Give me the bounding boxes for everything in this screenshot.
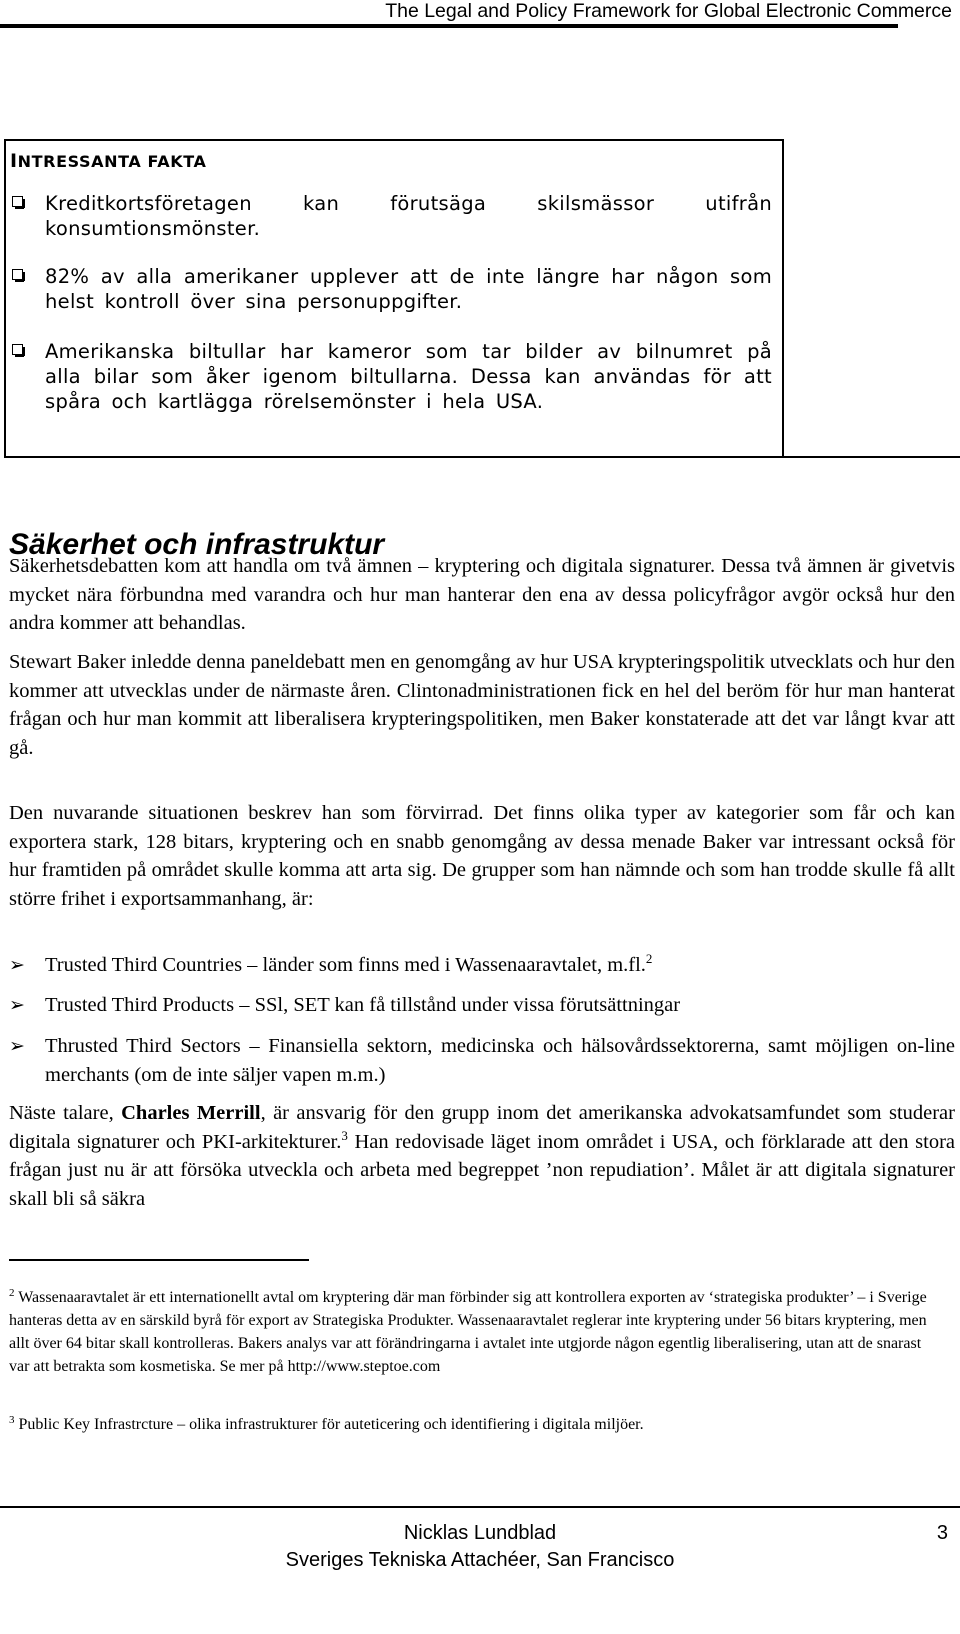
facts-box-title	[10, 150, 206, 172]
facts-box-bottom-rule	[4, 456, 960, 458]
list-item	[9, 1032, 955, 1089]
list-item-text	[45, 951, 955, 980]
footnote-text: Wassenaaravtalet är ett internationellt avtal om kryptering där man förbinder sig att kontrollera exporten av ‘strategiska produkter’ – i Sverige hanteras detta av en särskild byrå för export av Strategiska Produkter. Wassenaaravtalet reglerar inte kryptering under 56 bitars kryptering, men allt över 64 bitar skall kontrolleras. Bakers analys var att förändringarna i avtalet inte utgjorde någon egentlig liberalisering, utan att de snarast var att betrakta som kosmetiska. Se mer på http://www.steptoe.com	[9, 1289, 927, 1375]
footer-author: Nicklas Lundblad	[403, 1522, 557, 1544]
footnote	[9, 1413, 929, 1436]
arrow-bullet-icon: ➢	[9, 994, 25, 1016]
footer-rule	[0, 1506, 960, 1508]
fact-item	[12, 264, 772, 314]
body-paragraph: Stewart Baker inledde denna paneldebatt men en genomgång av hur USA krypteringspolitik utvecklats och hur den kommer att utvecklas under de närmaste åren. Clintonadministrationen fick en hel del beröm för hur man hanterat frågan och hur man kommit att liberalisera krypteringspolitiken, men Baker konstaterade att det var långt kvar att gå.	[9, 651, 955, 759]
arrow-bullet-icon: ➢	[9, 954, 25, 976]
arrow-bullet-icon: ➢	[9, 1035, 25, 1057]
closing-text-middle: , är ansvarig för den grupp inom det amerikanska advokatsamfundet som studerar digitala signaturer och PKI-arkitekturer.	[9, 1102, 955, 1153]
header-rule	[0, 24, 898, 28]
list-item	[9, 951, 955, 980]
fact-item	[12, 339, 772, 414]
fact-item	[12, 191, 772, 241]
footnote-ref[interactable]: 3	[341, 1127, 348, 1143]
footnote-marker: 2	[9, 1287, 15, 1299]
list-item-text: Trusted Third Products – SSl, SET kan få tillstånd under vissa förutsättningar	[45, 994, 681, 1016]
footnote-text: Public Key Infrastrcture – olika infrastrukturer för auteticering och identifiering i digitala miljöer.	[18, 1416, 644, 1433]
speaker-name: Charles Merrill	[121, 1102, 261, 1124]
checkbox-icon	[12, 196, 23, 207]
footer-affiliation: Sveriges Tekniska Attachéer, San Francisco	[285, 1549, 675, 1571]
body-paragraph-closing	[9, 1099, 955, 1213]
footnote	[9, 1286, 929, 1378]
body-paragraph: Den nuvarande situationen beskrev han som förvirrad. Det finns olika typer av kategorier som får och kan exportera stark, 128 bitars, kryptering och en snabb genomgång av dessa menade Baker var intressant också för hur framtiden på området skulle komma att arta sig. De grupper som han nämnde och som han trodde skulle få allt större frihet i exportsammanhang, är:	[9, 802, 955, 910]
fact-text: Kreditkortsföretagen kan förutsäga skilsmässor utifrån konsumtionsmönster.	[45, 192, 772, 240]
running-header: The Legal and Policy Framework for Global Electronic Commerce	[385, 0, 952, 22]
body-paragraph: Säkerhetsdebatten kom att handla om två ämnen – kryptering och digitala signaturer. Dessa två ämnen är givetvis mycket nära förbundna med varandra och hur man hanterar den ena av dessa policyfrågor avgör också hur den andra kommer att behandlas.	[9, 555, 955, 634]
page-number: 3	[936, 1522, 948, 1544]
list-item-label: Trusted Third Countries – länder som finns med i Wassenaaravtalet, m.fl.	[45, 954, 646, 976]
facts-title-initial: I	[10, 150, 18, 172]
fact-text: 82% av alla amerikaner upplever att de inte längre har någon som helst kontroll över sina personuppgifter.	[45, 265, 772, 313]
closing-text-end: Han redovisade läget inom området i USA, och förklarade att den stora frågan just nu är att försöka utveckla och arbeta med begreppet ’non repudiation’. Målet är att digitala signaturer skall bli så säkra	[9, 1130, 955, 1210]
section-heading: Säkerhet och infrastruktur	[9, 528, 385, 561]
list-item-text: Thrusted Third Sectors – Finansiella sektorn, medicinska och hälsovårdssektorerna, samt möjligen on-line merchants (om de inte säljer vapen m.m.)	[45, 1035, 955, 1086]
list-item	[9, 991, 955, 1020]
checkbox-icon	[12, 344, 23, 355]
fact-text: Amerikanska biltullar har kameror som tar bilder av bilnumret på alla bilar som åker igenom biltullarna. Dessa kan användas för att spåra och kartlägga rörelsemönster i hela USA.	[45, 340, 772, 413]
footnote-separator	[9, 1259, 309, 1261]
footnote-ref[interactable]: 2	[645, 951, 653, 966]
footnote-marker: 3	[9, 1414, 15, 1426]
closing-text-start: Näste talare,	[9, 1102, 122, 1124]
facts-title-rest: NTRESSANTA FAKTA	[17, 152, 207, 171]
checkbox-icon	[12, 269, 23, 280]
